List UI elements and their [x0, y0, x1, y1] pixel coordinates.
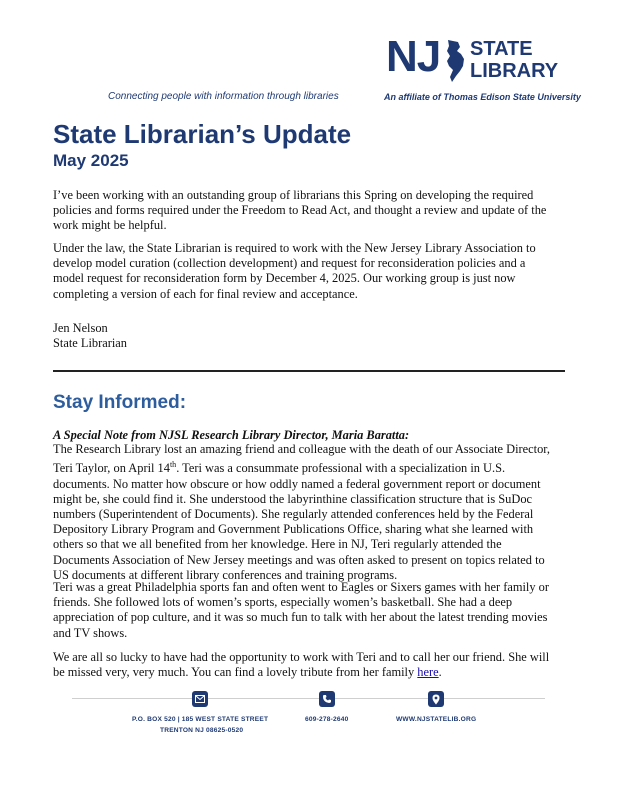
ordinal-suffix: th: [169, 460, 177, 470]
page-subtitle: May 2025: [53, 151, 129, 170]
location-icon: [428, 691, 444, 707]
new-jersey-map-icon: [444, 39, 466, 83]
affiliate-text: An affiliate of Thomas Edison State University: [384, 92, 581, 102]
section-heading: Stay Informed:: [53, 392, 187, 413]
note-heading: A Special Note from NJSL Research Library Director, Maria Baratta:: [53, 428, 410, 442]
tribute-paragraph-1: [53, 442, 553, 583]
footer-website: WWW.NJSTATELIB.ORG: [396, 716, 477, 723]
mail-icon: [192, 691, 208, 707]
tribute-p3-text: We are all so lucky to have had the opportunity to work with Teri and to call her our friend. She will be missed very, very much. You can find a lovely tribute from her family: [53, 650, 550, 680]
section-divider: [53, 370, 565, 372]
tagline: Connecting people with information through libraries: [108, 91, 339, 102]
footer-divider: [72, 698, 545, 699]
footer-address-line2: TRENTON NJ 08625-0520: [160, 727, 244, 734]
nj-state-library-logo: [386, 32, 559, 85]
intro-paragraph-2: Under the law, the State Librarian is required to work with the New Jersey Library Association to develop model curation (collection development) and request for reconsideration policies and a model request for reconsideration form by December 4, 2025. Our working group is just now completing a version of each for final review and acceptance.: [53, 241, 536, 301]
logo-state-text: STATE: [470, 38, 533, 60]
signature-title: State Librarian: [53, 336, 127, 351]
intro-paragraph-1: I’ve been working with an outstanding group of librarians this Spring on developing the required policies and forms required under the Freedom to Read Act, and thought a review and update of the work might be helpful.: [53, 188, 547, 233]
tribute-p3-end: .: [438, 665, 442, 680]
tribute-p1-rest: . Teri was a consummate professional with a specialization in U.S. documents. No matter how obscure or how oddly named a federal government report or document might be, she could find it. She understood the labyrinthine classification structure that is SuDoc numbers (Superintendent of Documents). She regularly attended conferences held by the Federal Depository Library Program and Government Publications Office, sharing what she learned with others so that we all benefited from her knowledge. Here in NJ, Teri regularly attended the Documents Association of New Jersey meetings and was often asked to present on topics related to US documents at different library conferences and training programs.: [53, 461, 545, 582]
footer-address-line1: P.O. BOX 520 | 185 WEST STATE STREET: [132, 716, 269, 723]
tribute-p1-start: The Research Library lost an amazing friend and colleague with the death of our Associate Director, Teri Taylor, on April 14: [53, 442, 551, 476]
logo-abbrev: NJ: [386, 32, 441, 81]
phone-icon: [319, 691, 335, 707]
tribute-paragraph-3: [53, 650, 553, 680]
footer-phone: 609-278-2640: [305, 716, 349, 723]
logo-library-text: LIBRARY: [470, 60, 559, 82]
signature: [53, 321, 127, 351]
tribute-link[interactable]: here: [417, 665, 439, 680]
signature-name: Jen Nelson: [53, 321, 108, 335]
page-title: State Librarian’s Update: [53, 119, 352, 149]
tribute-paragraph-2: Teri was a great Philadelphia sports fan and often went to Eagles or Sixers games with her family or friends. She followed lots of women’s sports, especially women’s basketball. She had a deep appreciation of pop culture, and it was so much fun to talk with her about the latest trending movies and TV shows.: [53, 580, 549, 640]
